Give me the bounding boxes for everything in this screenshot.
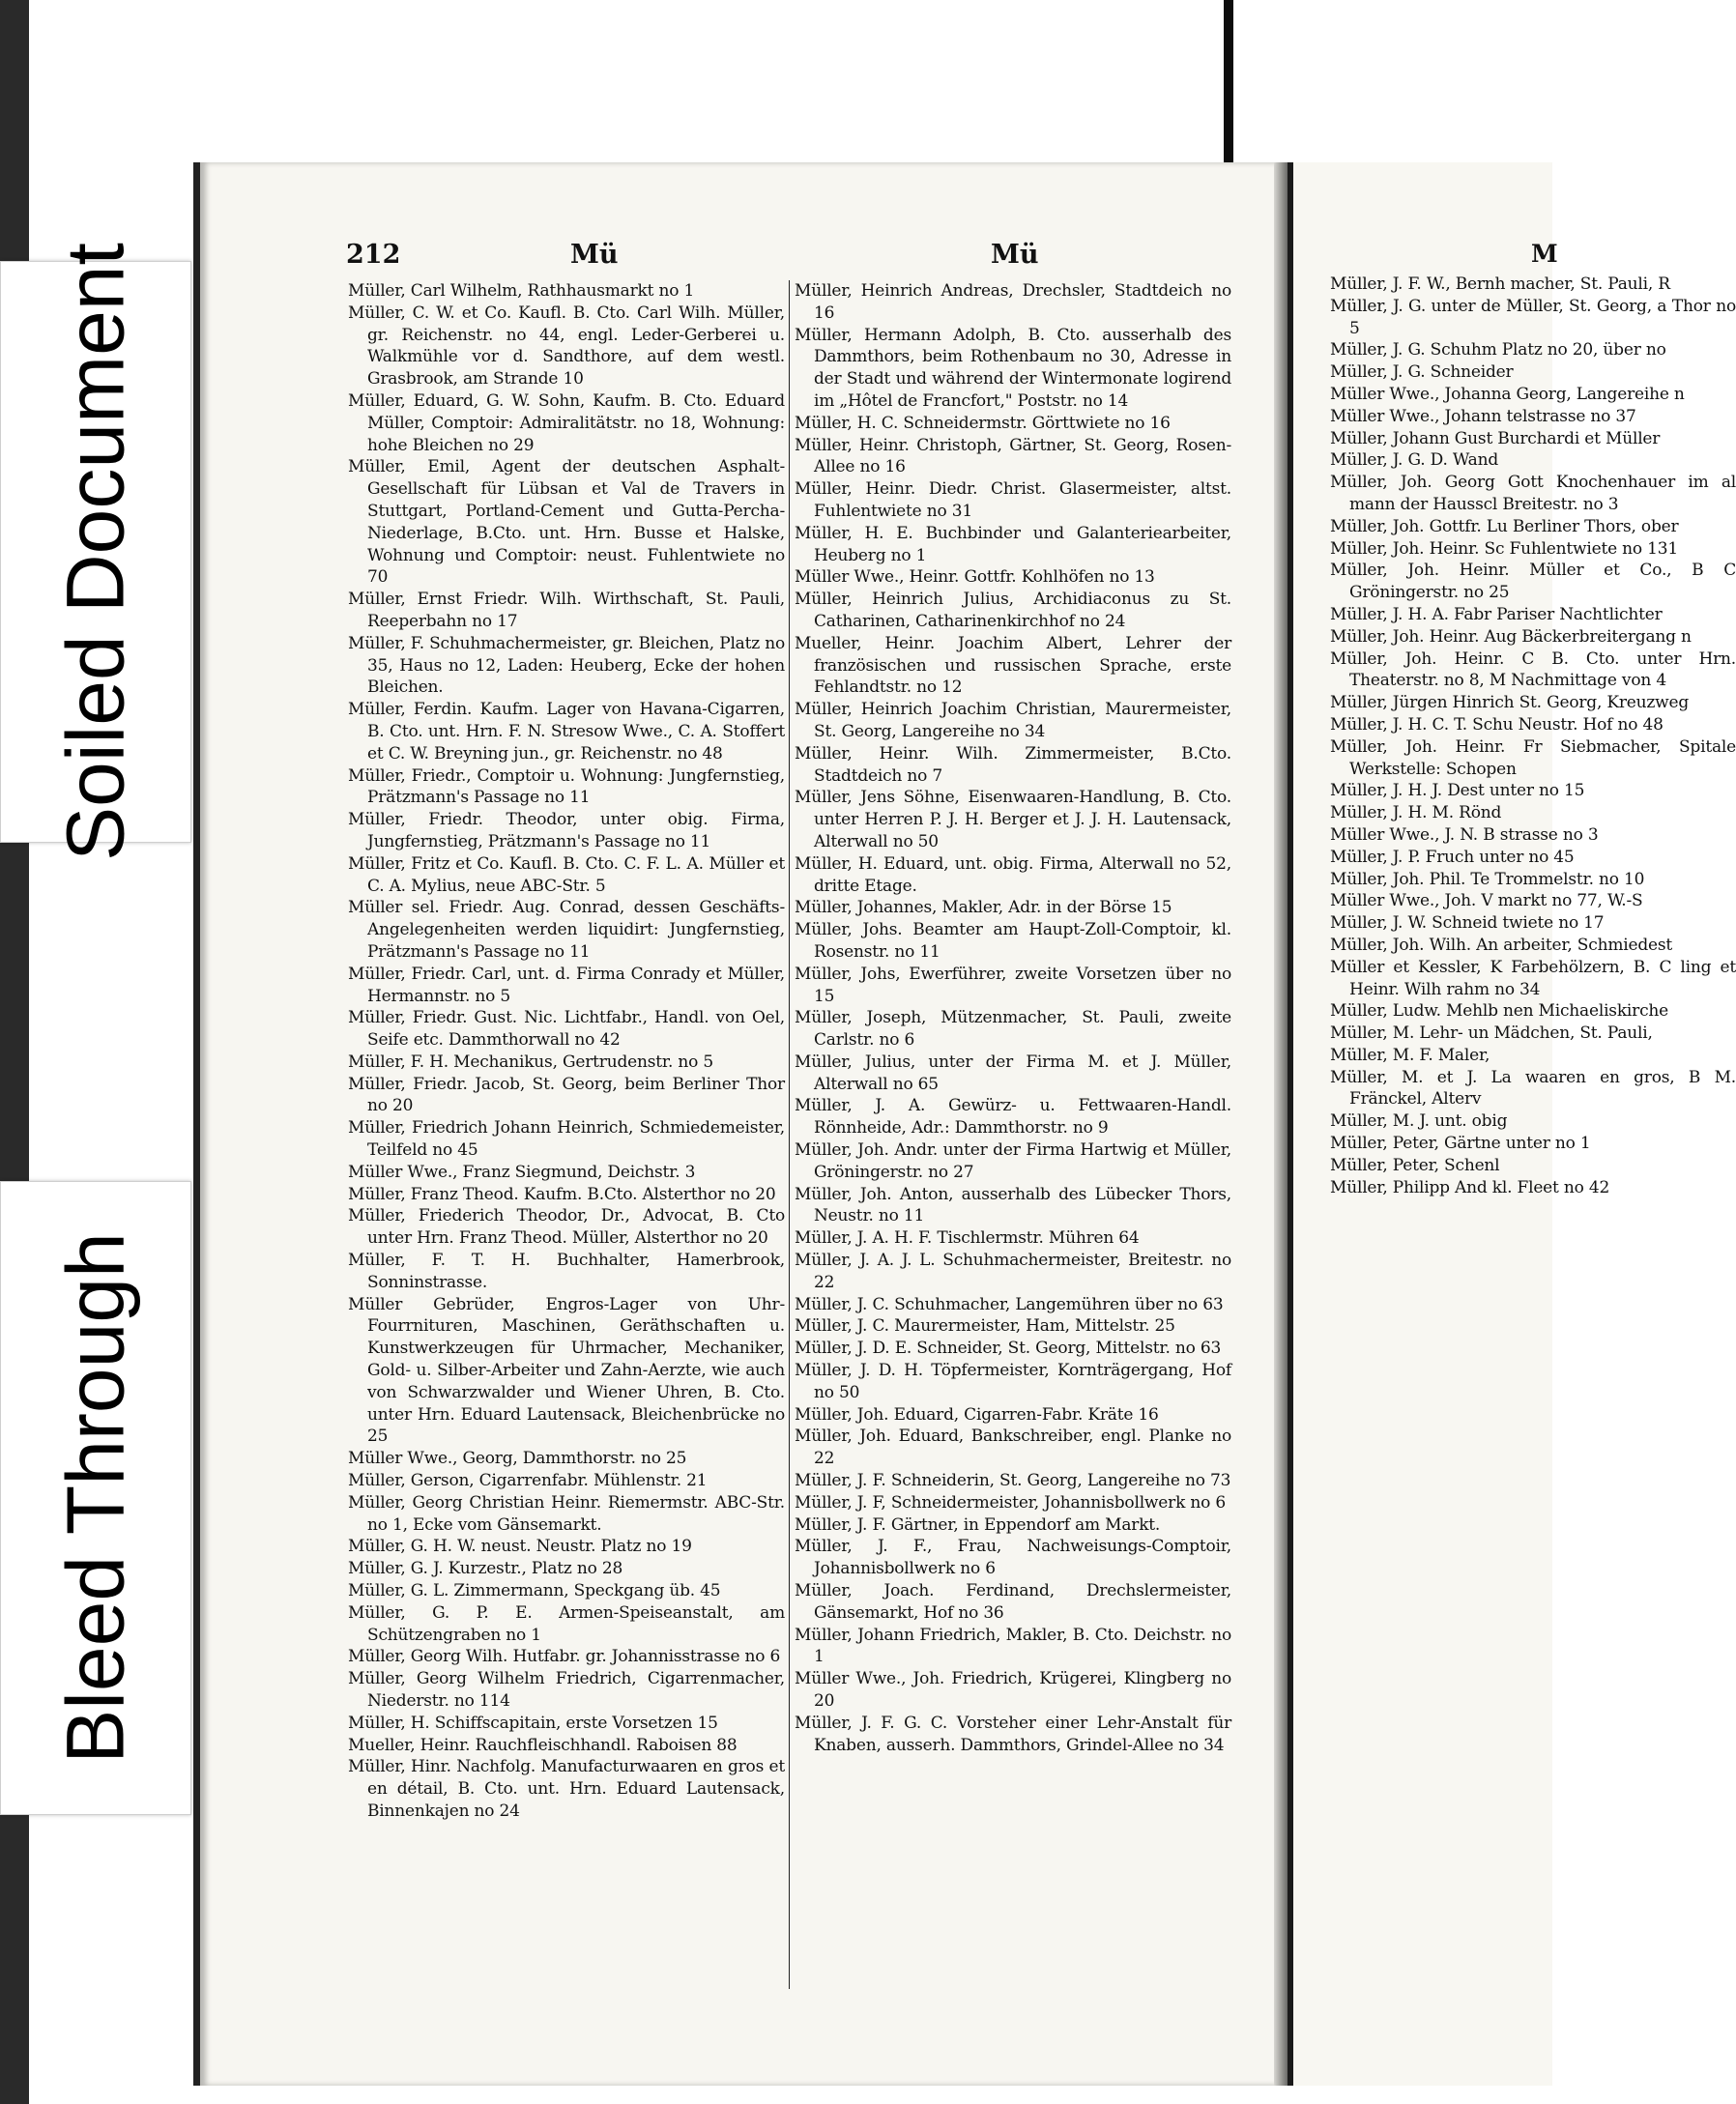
left-running-head: Mü bbox=[570, 240, 619, 270]
directory-entry: Müller, J. W. Schneid twiete no 17 bbox=[1330, 913, 1605, 934]
directory-entry: Müller, Heinrich Andreas, Drechsler, Stadtdeich no 16 bbox=[795, 281, 1231, 323]
directory-column-left bbox=[348, 280, 785, 1823]
directory-entry: Müller, Peter, Schenl bbox=[1330, 1155, 1500, 1175]
directory-entry: Müller, Joh. Wilh. An arbeiter, Schmiedest bbox=[1330, 935, 1673, 955]
directory-entry: Müller, Joh. Georg Gott Knochenhauer im al mann der Hausscl Breitestr. no 3 bbox=[1330, 473, 1736, 514]
soiled-document-label: Soiled Document bbox=[49, 243, 141, 861]
binder-strip bbox=[1224, 0, 1233, 162]
directory-entry: Müller, Philipp And kl. Fleet no 42 bbox=[1330, 1177, 1610, 1197]
directory-entry: Müller, Ludw. Mehlb nen Michaeliskirche bbox=[1330, 1001, 1669, 1022]
directory-entry: Müller, M. Lehr- un Mädchen, St. Pauli, bbox=[1330, 1023, 1653, 1044]
directory-entry: Müller, Friedr. Gust. Nic. Lichtfabr., Handl. von Oel, Seife etc. Dammthorwall no 42 bbox=[348, 1008, 785, 1051]
directory-entry: Müller, J. H. A. Fabr Pariser Nachtlichter bbox=[1330, 604, 1663, 624]
directory-entry: Müller, Heinr. Diedr. Christ. Glasermeister, altst. Fuhlentwiete no 31 bbox=[795, 479, 1231, 521]
directory-entry: Müller, Hinr. Nachfolg. Manufacturwaaren en gros et en détail, B. Cto. unt. Hrn. Eduard Lautensack, Binnenkajen no 24 bbox=[348, 1757, 785, 1821]
bleed-through-label: Bleed Through bbox=[49, 1232, 141, 1764]
directory-entry: Müller, Johs, Ewerführer, zweite Vorsetzen über no 15 bbox=[795, 964, 1231, 1006]
directory-entry: Müller Wwe., Georg, Dammthorstr. no 25 bbox=[348, 1449, 687, 1469]
directory-entry: Müller, J. C. Maurermeister, Ham, Mittelstr. 25 bbox=[795, 1316, 1175, 1337]
directory-entry: Müller, M. F. Maler, bbox=[1330, 1045, 1490, 1065]
directory-entry: Müller, Ferdin. Kaufm. Lager von Havana-Cigarren, B. Cto. unt. Hrn. F. N. Stresow Wwe., C. A. Stoffert et C. W. Breyning jun., gr. Reichenstr. no 48 bbox=[348, 700, 785, 764]
directory-entry: Müller Wwe., Heinr. Gottfr. Kohlhöfen no 13 bbox=[795, 567, 1155, 588]
directory-entry: Müller, H. Schiffscapitain, erste Vorsetzen 15 bbox=[348, 1713, 718, 1733]
directory-entry: Müller, Friedr., Comptoir u. Wohnung: Jungfernstieg, Prätzmann's Passage no 11 bbox=[348, 765, 785, 808]
directory-entry: Müller, J. H. M. Rönd bbox=[1330, 803, 1502, 823]
directory-entry: Müller, Emil, Agent der deutschen Asphalt-Gesellschaft für Lübsan et Val de Travers in Stuttgart, Portland-Cement und Gutta-Percha-Niederlage, B.Cto. unt. Hrn. Busse et Halske, Wohnung und Comptoir: neust. Fuhlentwiete no 70 bbox=[348, 457, 785, 588]
directory-entry: Müller, Franz Theod. Kaufm. B.Cto. Alsterthor no 20 bbox=[348, 1184, 776, 1204]
directory-entry: Müller, Peter, Gärtne unter no 1 bbox=[1330, 1134, 1591, 1154]
directory-entry: Müller, J. H. C. T. Schu Neustr. Hof no 48 bbox=[1330, 714, 1664, 735]
directory-entry: Müller, J. G. Schneider bbox=[1330, 362, 1514, 383]
directory-entry: Müller, Joh. Anton, ausserhalb des Lübecker Thors, Neustr. no 11 bbox=[795, 1184, 1231, 1226]
directory-entry: Müller, G. P. E. Armen-Speiseanstalt, am Schützengraben no 1 bbox=[348, 1602, 785, 1645]
directory-entry: Müller, Joh. Heinr. Müller et Co., B C Gröningerstr. no 25 bbox=[1330, 561, 1736, 603]
directory-entry: Müller, Georg Wilh. Hutfabr. gr. Johannisstrasse no 6 bbox=[348, 1647, 781, 1667]
directory-entry: Müller, J. H. J. Dest unter no 15 bbox=[1330, 781, 1585, 801]
directory-entry: Müller, Carl Wilhelm, Rathhausmarkt no 1 bbox=[348, 281, 695, 301]
directory-entry: Müller, J. F., Frau, Nachweisungs-Comptoir, Johannisbollwerk no 6 bbox=[795, 1537, 1231, 1579]
directory-entry: Müller, Johann Gust Burchardi et Müller bbox=[1330, 428, 1661, 448]
directory-entry: Müller, Friedr. Carl, unt. d. Firma Conrady et Müller, Hermannstr. no 5 bbox=[348, 964, 785, 1006]
directory-entry: Müller, Heinr. Wilh. Zimmermeister, B.Cto. Stadtdeich no 7 bbox=[795, 743, 1231, 786]
directory-entry: Müller, Joh. Eduard, Cigarren-Fabr. Kräte 16 bbox=[795, 1404, 1159, 1425]
directory-entry: Müller, Joh. Heinr. Fr Siebmacher, Spitale Werkstelle: Schopen bbox=[1330, 736, 1736, 779]
directory-entry: Müller, Joh. Heinr. Aug Bäckerbreitergang n bbox=[1330, 626, 1692, 647]
directory-entry: Müller, J. F. G. C. Vorsteher einer Lehr-Anstalt für Knaben, ausserh. Dammthors, Grindel-Allee no 34 bbox=[795, 1713, 1231, 1755]
directory-entry: Müller, Hermann Adolph, B. Cto. ausserhalb des Dammthors, beim Rothenbaum no 30, Adresse in der Stadt und während der Wintermonate logirend im „Hôtel de Francfort," Poststr. no 14 bbox=[795, 325, 1231, 411]
directory-entry: Müller Wwe., Franz Siegmund, Deichstr. 3 bbox=[348, 1162, 696, 1182]
directory-entry: Müller Gebrüder, Engros-Lager von Uhr-Fourrnituren, Maschinen, Geräthschaften u. Kunstwerkzeugen für Uhrmacher, Mechaniker, Gold- u. Silber-Arbeiter und Zahn-Aerzte, wie auch von Schwarzwalder und Wiener Uhren, B. Cto. unter Hrn. Eduard Lautensack, Bleichenbrücke no 25 bbox=[348, 1294, 785, 1447]
directory-entry: Müller, J. G. unter de Müller, St. Georg, a Thor no 5 bbox=[1330, 296, 1736, 338]
directory-entry: Müller, Joh. Gottfr. Lu Berliner Thors, ober bbox=[1330, 516, 1679, 536]
directory-entry: Müller, J. P. Fruch unter no 45 bbox=[1330, 847, 1575, 867]
directory-entry: Müller, Heinr. Christoph, Gärtner, St. Georg, Rosen-Allee no 16 bbox=[795, 435, 1231, 477]
directory-entry: Müller, J. D. H. Töpfermeister, Kornträgergang, Hof no 50 bbox=[795, 1361, 1231, 1402]
directory-entry: Müller Wwe., J. N. B strasse no 3 bbox=[1330, 824, 1599, 845]
directory-column-next-page bbox=[1330, 274, 1736, 1198]
directory-entry: Müller, Heinrich Joachim Christian, Maurermeister, St. Georg, Langereihe no 34 bbox=[795, 700, 1231, 741]
directory-entry: Müller, H. C. Schneidermstr. Görttwiete no 16 bbox=[795, 413, 1171, 433]
directory-entry: Müller, G. L. Zimmermann, Speckgang üb. 45 bbox=[348, 1581, 721, 1601]
directory-entry: Müller, Joh. Andr. unter der Firma Hartwig et Müller, Gröningerstr. no 27 bbox=[795, 1140, 1231, 1182]
directory-entry: Müller, F. Schuhmachermeister, gr. Bleichen, Platz no 35, Haus no 12, Laden: Heuberg, Ecke der hohen Bleichen. bbox=[348, 633, 785, 698]
directory-entry: Müller, J. F. Gärtner, in Eppendorf am Markt. bbox=[795, 1514, 1161, 1535]
directory-entry: Müller, Eduard, G. W. Sohn, Kaufm. B. Cto. Eduard Müller, Comptoir: Admiralitätstr. no 18, Wohnung: hohe Bleichen no 29 bbox=[348, 390, 785, 455]
directory-entry: Müller et Kessler, K Farbehölzern, B. C ling et Heinr. Wilh rahm no 34 bbox=[1330, 957, 1736, 999]
directory-entry: Müller, C. W. et Co. Kaufl. B. Cto. Carl Wilh. Müller, gr. Reichenstr. no 44, engl. Leder-Gerberei u. Walkmühle vor d. Sandthore, auf dem westl. Grasbrook, am Strande 10 bbox=[348, 303, 785, 389]
directory-entry: Müller, Jürgen Hinrich St. Georg, Kreuzweg bbox=[1330, 693, 1690, 713]
directory-entry: Müller, M. J. unt. obig bbox=[1330, 1111, 1508, 1132]
directory-entry: Müller, Johann Friedrich, Makler, B. Cto. Deichstr. no 1 bbox=[795, 1625, 1231, 1667]
directory-entry: Müller, Joh. Eduard, Bankschreiber, engl. Planke no 22 bbox=[795, 1427, 1231, 1469]
directory-entry: Müller, J. G. Schuhm Platz no 20, über no bbox=[1330, 340, 1666, 360]
directory-entry: Müller Wwe., Joh. Friedrich, Krügerei, Klingberg no 20 bbox=[795, 1669, 1231, 1711]
directory-entry: Müller, Joach. Ferdinand, Drechslermeister, Gänsemarkt, Hof no 36 bbox=[795, 1581, 1231, 1623]
directory-entry: Müller, J. A. J. L. Schuhmachermeister, Breitestr. no 22 bbox=[795, 1251, 1231, 1292]
page-number: 212 bbox=[346, 240, 401, 270]
right-running-head: Mü bbox=[991, 240, 1039, 270]
directory-entry: Müller, Julius, unter der Firma M. et J. Müller, Alterwall no 65 bbox=[795, 1052, 1231, 1094]
directory-entry: Müller, H. Eduard, unt. obig. Firma, Alterwall no 52, dritte Etage. bbox=[795, 853, 1231, 896]
directory-entry: Mueller, Heinr. Joachim Albert, Lehrer der französischen und russischen Sprache, erste Fehlandtstr. no 12 bbox=[795, 633, 1231, 698]
directory-entry: Müller, Heinrich Julius, Archidiaconus zu St. Catharinen, Catharinenkirchhof no 24 bbox=[795, 590, 1231, 631]
directory-entry: Müller, F. H. Mechanikus, Gertrudenstr. no 5 bbox=[348, 1052, 713, 1072]
directory-entry: Müller, H. E. Buchbinder und Galanteriearbeiter, Heuberg no 1 bbox=[795, 523, 1231, 565]
directory-entry: Müller, Ernst Friedr. Wilh. Wirthschaft, St. Pauli, Reeperbahn no 17 bbox=[348, 590, 785, 631]
next-page-running-head: M bbox=[1531, 240, 1558, 268]
directory-entry: Mueller, Heinr. Rauchfleischhandl. Raboisen 88 bbox=[348, 1735, 738, 1755]
directory-entry: Müller, J. F. Schneiderin, St. Georg, Langereihe no 73 bbox=[795, 1471, 1231, 1491]
directory-entry: Müller, J. D. E. Schneider, St. Georg, Mittelstr. no 63 bbox=[795, 1339, 1222, 1359]
directory-entry: Müller, Gerson, Cigarrenfabr. Mühlenstr. 21 bbox=[348, 1471, 708, 1491]
directory-entry: Müller, J. A. Gewürz- u. Fettwaaren-Handl. Rönnheide, Adr.: Dammthorstr. no 9 bbox=[795, 1096, 1231, 1138]
directory-entry: Müller, Friederich Theodor, Dr., Advocat, B. Cto unter Hrn. Franz Theod. Müller, Alsterthor no 20 bbox=[348, 1206, 785, 1249]
directory-entry: Müller, Johannes, Makler, Adr. in der Börse 15 bbox=[795, 898, 1172, 918]
directory-entry: Müller, J. F. W., Bernh macher, St. Pauli, R bbox=[1330, 274, 1670, 294]
directory-entry: Müller, J. F, Schneidermeister, Johannisbollwerk no 6 bbox=[795, 1492, 1226, 1513]
column-divider bbox=[789, 280, 790, 1989]
directory-entry: Müller Wwe., Johanna Georg, Langereihe n bbox=[1330, 384, 1685, 404]
directory-entry: Müller, Friedrich Johann Heinrich, Schmiedemeister, Teilfeld no 45 bbox=[348, 1118, 785, 1161]
directory-entry: Müller, Friedr. Jacob, St. Georg, beim Berliner Thor no 20 bbox=[348, 1074, 785, 1116]
directory-entry: Müller, Joh. Heinr. C B. Cto. unter Hrn. Theaterstr. no 8, M Nachmittage von 4 bbox=[1330, 648, 1736, 691]
directory-entry: Müller, Georg Christian Heinr. Riemermstr. ABC-Str. no 1, Ecke vom Gänsemarkt. bbox=[348, 1492, 785, 1535]
soiled-document-tab bbox=[0, 243, 191, 861]
directory-entry: Müller sel. Friedr. Aug. Conrad, dessen Geschäfts-Angelegenheiten werden liquidirt: Jungfernstieg, Prätzmann's Passage no 11 bbox=[348, 898, 785, 962]
directory-entry: Müller, J. A. H. F. Tischlermstr. Mühren 64 bbox=[795, 1228, 1140, 1249]
directory-entry: Müller, G. H. W. neust. Neustr. Platz no 19 bbox=[348, 1537, 692, 1557]
directory-entry: Müller, Joh. Heinr. Sc Fuhlentwiete no 131 bbox=[1330, 538, 1679, 559]
directory-entry: Müller, Joh. Phil. Te Trommelstr. no 10 bbox=[1330, 869, 1645, 889]
bleed-through-tab bbox=[0, 1181, 191, 1815]
directory-entry: Müller, F. T. H. Buchhalter, Hamerbrook, Sonninstrasse. bbox=[348, 1251, 785, 1292]
directory-entry: Müller, J. C. Schuhmacher, Langemühren über no 63 bbox=[795, 1294, 1224, 1314]
directory-entry: Müller, Georg Wilhelm Friedrich, Cigarrenmacher, Niederstr. no 114 bbox=[348, 1669, 785, 1711]
directory-entry: Müller, J. G. D. Wand bbox=[1330, 450, 1499, 471]
directory-entry: Müller, Friedr. Theodor, unter obig. Firma, Jungfernstieg, Prätzmann's Passage no 11 bbox=[348, 810, 785, 851]
directory-column-right bbox=[795, 280, 1231, 1756]
directory-entry: Müller, G. J. Kurzestr., Platz no 28 bbox=[348, 1559, 623, 1579]
directory-entry: Müller, M. et J. La waaren en gros, B M. Fränckel, Alterv bbox=[1330, 1067, 1736, 1110]
directory-entry: Müller, Jens Söhne, Eisenwaaren-Handlung, B. Cto. unter Herren P. J. H. Berger et J. J. H. Lautensack, Alterwall no 50 bbox=[795, 788, 1231, 851]
directory-entry: Müller, Joseph, Mützenmacher, St. Pauli, zweite Carlstr. no 6 bbox=[795, 1008, 1231, 1051]
directory-entry: Müller Wwe., Johann telstrasse no 37 bbox=[1330, 406, 1636, 426]
directory-entry: Müller Wwe., Joh. V markt no 77, W.-S bbox=[1330, 891, 1643, 911]
directory-entry: Müller, Fritz et Co. Kaufl. B. Cto. C. F. L. A. Müller et C. A. Mylius, neue ABC-Str. 5 bbox=[348, 853, 785, 896]
directory-entry: Müller, Johs. Beamter am Haupt-Zoll-Comptoir, kl. Rosenstr. no 11 bbox=[795, 920, 1231, 962]
